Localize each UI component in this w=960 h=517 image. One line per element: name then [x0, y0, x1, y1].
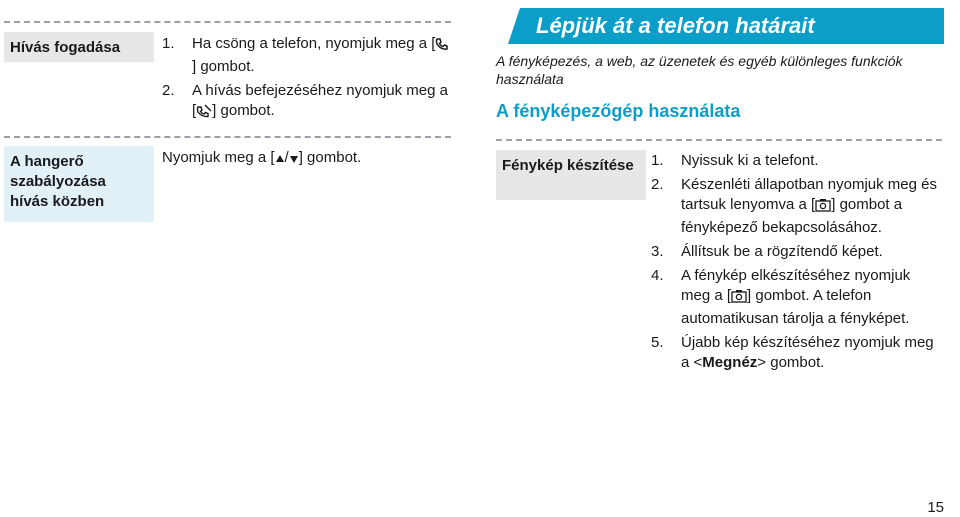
step-text: A fénykép elkészítéséhez nyomjuk meg a [ — [681, 267, 911, 304]
step-text: Nyissuk ki a telefont. — [681, 152, 819, 169]
list-item — [651, 175, 943, 238]
camera-icon — [731, 289, 747, 309]
chapter-title: Lépjük át a telefon határait — [536, 13, 815, 38]
row-label: Fénykép készítése — [502, 157, 634, 174]
step-number: 1. — [162, 35, 175, 52]
list-item — [162, 34, 452, 77]
label-fenykep-keszitese — [496, 150, 646, 200]
row1-label: Hívás fogadása — [10, 39, 121, 56]
list-item — [651, 266, 943, 329]
row2-text — [162, 148, 452, 171]
chapter-banner — [496, 8, 944, 44]
section-title: A fényképezőgép használata — [496, 101, 741, 121]
page-number: 15 — [927, 499, 944, 516]
label-hangero — [4, 146, 154, 222]
step-number: 4. — [651, 267, 664, 284]
end-call-icon — [196, 104, 212, 124]
step-text-after: ] gombot. — [212, 102, 275, 119]
call-icon — [435, 37, 449, 57]
divider-left — [4, 136, 451, 138]
list-item — [651, 333, 943, 373]
step-text-after: ] gombot. — [192, 58, 255, 75]
step-text: Állítsuk be a rögzítendő képet. — [681, 243, 883, 260]
list-item — [651, 242, 943, 262]
list-item — [651, 151, 943, 171]
row2-text-sep: / — [284, 149, 289, 166]
step-number: 2. — [651, 176, 664, 193]
step-number: 5. — [651, 334, 664, 351]
volume-down-icon — [289, 151, 299, 171]
camera-steps — [651, 151, 943, 377]
list-item — [162, 81, 452, 124]
step-text: Ha csöng a telefon, nyomjuk meg a [ — [192, 35, 436, 52]
row2-label: A hangerő szabályozása hívás közben — [10, 153, 106, 210]
step-text-after: ] gombot a fényképező bekapcsolásához. — [681, 196, 903, 236]
row1-steps — [162, 34, 452, 128]
step-number: 2. — [162, 82, 175, 99]
label-hivas-fogadasa — [4, 32, 154, 62]
step-text: A hívás befejezéséhez nyomjuk meg a [ — [192, 82, 448, 119]
volume-up-icon — [275, 151, 285, 171]
chapter-subtitle: A fényképezés, a web, az üzenetek és egyéb különleges funkciók használata — [496, 53, 903, 87]
divider-right — [496, 139, 942, 141]
top-divider-left — [4, 21, 451, 23]
step-text: Készenléti állapotban nyomjuk meg és tartsuk lenyomva a [ — [681, 176, 937, 213]
step-number: 1. — [651, 152, 664, 169]
row2-text-before: Nyomjuk meg a [ — [162, 149, 275, 166]
step-text: Újabb kép készítéséhez nyomjuk meg a < — [681, 334, 934, 371]
step-number: 3. — [651, 243, 664, 260]
camera-icon — [815, 198, 831, 218]
step-text-after: ] gombot. A telefon automatikusan tárolja a fényképet. — [681, 287, 910, 327]
banner-notch — [496, 8, 536, 44]
row2-text-after: ] gombot. — [298, 149, 362, 166]
softkey-label: Megnéz — [702, 354, 758, 371]
step-text-after: > gombot. — [757, 354, 825, 371]
